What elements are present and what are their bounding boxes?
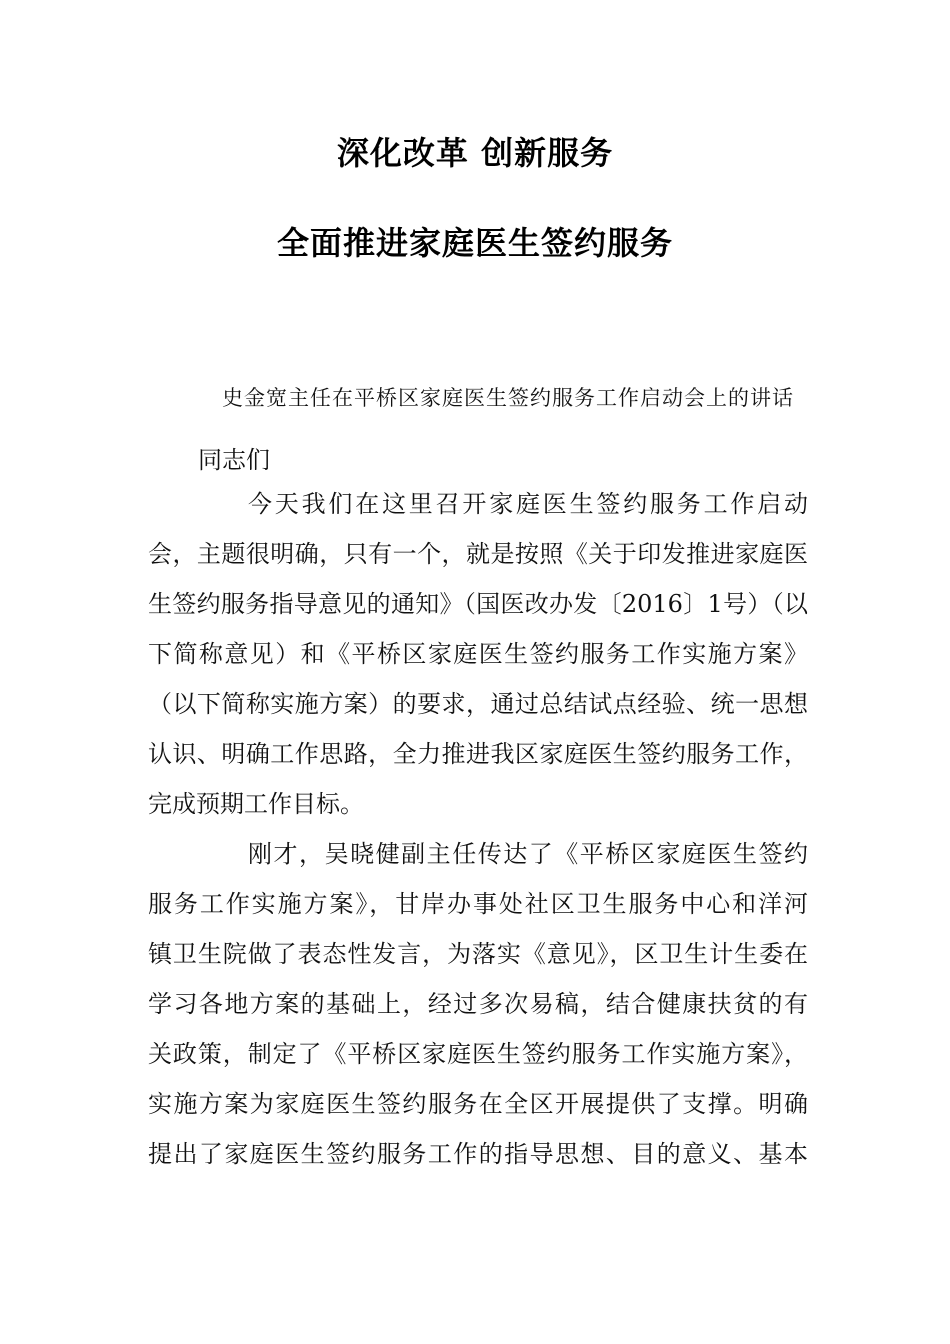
paragraph-2-line: 学习各地方案的基础上，经过多次易稿，结合健康扶贫的有 xyxy=(148,990,808,1018)
paragraph-1-line: 下简称意见）和《平桥区家庭医生签约服务工作实施方案》 xyxy=(148,640,808,668)
document-title-line-1: 深化改革 创新服务 xyxy=(336,134,614,172)
document-title-line-2: 全面推进家庭医生签约服务 xyxy=(276,224,673,262)
paragraph-1-line: （以下简称实施方案）的要求，通过总结试点经验、统一思想 xyxy=(148,690,808,718)
speech-subtitle: 史金宽主任在平桥区家庭医生签约服务工作启动会上的讲话 xyxy=(222,386,794,410)
paragraph-2-line: 实施方案为家庭医生签约服务在全区开展提供了支撑。明确 xyxy=(148,1090,808,1118)
paragraph-1-line: 认识、明确工作思路，全力推进我区家庭医生签约服务工作， xyxy=(148,740,808,768)
paragraph-2-line: 服务工作实施方案》，甘岸办事处社区卫生服务中心和洋河 xyxy=(148,890,808,918)
paragraph-2-line: 刚才，吴晓健副主任传达了《平桥区家庭医生签约 xyxy=(248,840,808,868)
paragraph-2-line: 提出了家庭医生签约服务工作的指导思想、目的意义、基本 xyxy=(148,1140,808,1168)
paragraph-1-line: 生签约服务指导意见的通知》（国医改办发〔2016〕1号）（以 xyxy=(148,590,808,618)
paragraph-2-line: 镇卫生院做了表态性发言，为落实《意见》，区卫生计生委在 xyxy=(148,940,808,968)
paragraph-2-line: 关政策，制定了《平桥区家庭医生签约服务工作实施方案》， xyxy=(148,1040,808,1068)
paragraph-1-line: 完成预期工作目标。 xyxy=(148,790,364,818)
salutation: 同志们 xyxy=(198,446,270,474)
paragraph-1-line: 会，主题很明确，只有一个，就是按照《关于印发推进家庭医 xyxy=(148,540,808,568)
paragraph-1-line: 今天我们在这里召开家庭医生签约服务工作启动 xyxy=(248,490,808,518)
